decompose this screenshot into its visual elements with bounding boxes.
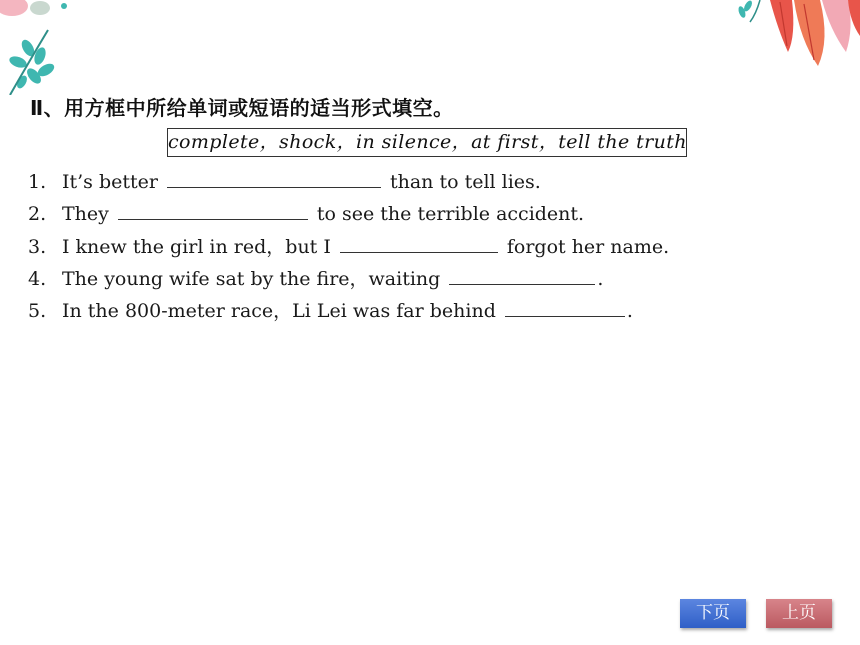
question-4 [28,266,603,291]
next-page-button[interactable]: 下页 [680,599,746,628]
answer-blank[interactable] [449,266,595,285]
answer-blank[interactable] [505,298,625,317]
floral-decoration-icon [730,0,860,70]
question-text-before: The young wife sat by the fire，waiting [62,268,441,290]
word-bank-box: complete，shock，in silence，at first，tell the truth [167,128,687,157]
question-3 [28,234,669,259]
answer-blank[interactable] [340,234,498,253]
question-number: 4. [28,268,47,290]
section-heading: Ⅱ、用方框中所给单词或短语的适当形式填空。 [30,96,454,120]
question-text-after: to see the terrible accident. [316,203,585,225]
question-text-before: I knew the girl in red，but I [62,236,331,258]
floral-decoration-icon [0,0,90,95]
question-number: 3. [28,236,47,258]
question-text-after: than to tell lies. [389,171,541,193]
previous-page-button[interactable]: 上页 [766,599,832,628]
question-1 [28,169,541,194]
question-text-after: forgot her name. [506,236,670,258]
question-text-before: It’s better [62,171,158,193]
question-number: 5. [28,300,47,322]
answer-blank[interactable] [167,169,381,188]
question-text-before: They [62,203,109,225]
question-2 [28,201,584,226]
answer-blank[interactable] [118,201,308,220]
question-text-after: . [626,300,633,322]
question-number: 2. [28,203,47,225]
question-text-after: . [597,268,604,290]
question-5 [28,298,633,323]
question-text-before: In the 800-meter race，Li Lei was far behind [62,300,496,322]
question-number: 1. [28,171,47,193]
